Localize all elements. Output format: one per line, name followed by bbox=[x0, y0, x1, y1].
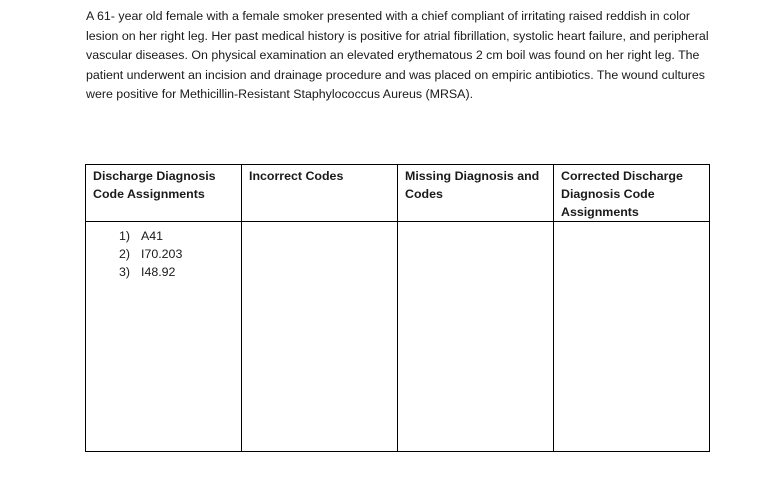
cell-corrected-codes[interactable] bbox=[554, 222, 710, 452]
discharge-code-list bbox=[93, 227, 235, 281]
header-missing-diagnosis: Missing Diagnosis and Codes bbox=[398, 165, 554, 222]
header-incorrect-codes: Incorrect Codes bbox=[242, 165, 398, 222]
list-item bbox=[119, 245, 235, 263]
table-header-row bbox=[86, 165, 710, 222]
list-item-number: 2) bbox=[119, 247, 131, 261]
table-body-row bbox=[86, 222, 710, 452]
cell-missing-codes[interactable] bbox=[398, 222, 554, 452]
header-discharge-diagnosis: Discharge Diagnosis Code Assignments bbox=[86, 165, 242, 222]
list-item-code: A41 bbox=[141, 229, 164, 243]
list-item-number: 1) bbox=[119, 229, 131, 243]
header-corrected-discharge: Corrected Discharge Diagnosis Code Assignments bbox=[554, 165, 710, 222]
coding-table bbox=[85, 164, 710, 452]
list-item-code: I70.203 bbox=[141, 247, 183, 261]
cell-incorrect-codes[interactable] bbox=[242, 222, 398, 452]
case-description: A 61- year old female with a female smoker presented with a chief compliant of irritating raised reddish in color lesion on her right leg. Her past medical history is positive for atrial fibrillation, systolic heart failure, and peripheral vascular diseases. On physical examination an elevated erythematous 2 cm boil was found on her right leg. The patient underwent an incision and drainage procedure and was placed on empiric antibiotics. The wound cultures were positive for Methicillin-Resistant Staphylococcus Aureus (MRSA). bbox=[86, 9, 709, 102]
cell-discharge-codes bbox=[86, 222, 242, 452]
list-item-code: I48.92 bbox=[141, 265, 176, 279]
list-item-number: 3) bbox=[119, 265, 131, 279]
list-item bbox=[119, 263, 235, 281]
list-item bbox=[119, 227, 235, 245]
